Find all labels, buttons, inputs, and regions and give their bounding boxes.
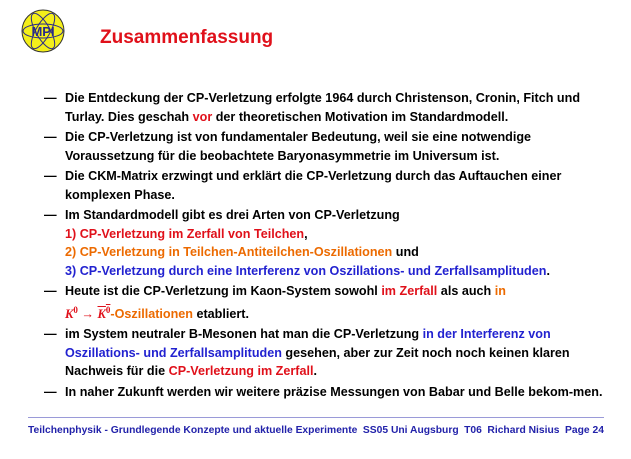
footer-page: Page 24 [565, 425, 604, 436]
bullet-dash: — [44, 130, 57, 144]
highlight-text: vor [192, 109, 213, 124]
footer-author: Richard Nisius [487, 425, 560, 436]
bullet-item [44, 325, 604, 381]
bullet-text: . [313, 364, 317, 378]
page-title: Zusammenfassung [100, 27, 274, 48]
bullet-item [44, 89, 604, 126]
bullet-text: Die Entdeckung der CP-Verletzung erfolgte 1964 durch Christenson, Cronin, Fitch und Turlay. Dies geschah [65, 91, 581, 124]
highlight-text: in der Interferenz von Oszillations- und Zerfallsamplituden [65, 327, 551, 360]
cp-type-2: 2) CP-Verletzung in Teilchen-Antiteilchen-Oszillationen [65, 245, 393, 259]
bullet-text: als auch [437, 284, 495, 298]
bullet-item [44, 167, 604, 204]
bullet-text: im System neutraler B-Mesonen hat man die CP-Verletzung [65, 327, 423, 341]
bullet-dash: — [44, 208, 57, 222]
bullet-text: gesehen, aber zur Zeit noch noch keinen klaren Nachweis für die [65, 345, 570, 378]
bullet-dash: — [44, 169, 57, 183]
mpi-logo [20, 8, 66, 54]
bullet-dash: — [44, 91, 57, 105]
bullet-item [44, 282, 604, 323]
highlight-text: in [494, 284, 506, 298]
bullet-text: etabliert. [192, 306, 249, 321]
arrow-symbol: → [77, 306, 98, 321]
bullet-text: und [392, 245, 419, 259]
highlight-text: im Zerfall [381, 284, 438, 298]
bullet-dash: — [44, 284, 57, 298]
logo-text: MPI [31, 24, 55, 39]
bullet-item [44, 128, 604, 165]
bullet-text: Heute ist die CP-Verletzung im Kaon-System sowohl [65, 284, 382, 298]
footer-term: SS05 Uni Augsburg [362, 425, 459, 436]
bullet-list [44, 89, 604, 403]
bullet-dash: — [44, 384, 57, 399]
bullet-text: der theoretischen Motivation im Standardmodell. [212, 109, 509, 124]
footer-course: Teilchenphysik - Grundlegende Konzepte und aktuelle Experimente [28, 425, 358, 436]
bullet-text: Die CP-Verletzung ist von fundamentaler Bedeutung, weil sie eine notwendige Voraussetzung für die beobachtete Baryonasymmetrie im Universum ist. [65, 130, 532, 163]
bullet-text: , [304, 226, 308, 241]
highlight-text: -Oszillationen [110, 306, 193, 321]
bullet-item [44, 383, 604, 402]
bullet-text: Im Standardmodell gibt es drei Arten von CP-Verletzung [65, 208, 400, 222]
bullet-text: In naher Zukunft werden wir weitere präzise Messungen von Babar und Belle bekom-men. [65, 384, 603, 399]
footer [28, 425, 604, 436]
highlight-text: CP-Verletzung im Zerfall [168, 364, 314, 378]
antikaon-symbol: $K^0$ [97, 304, 111, 321]
kaon-symbol: $K^0$ [65, 304, 78, 321]
footer-code: T06 [464, 425, 482, 436]
footer-divider [28, 417, 604, 418]
bullet-dash: — [44, 327, 57, 341]
cp-type-1: 1) CP-Verletzung im Zerfall von Teilchen [65, 226, 305, 241]
bullet-item [44, 206, 604, 280]
cp-type-3: 3) CP-Verletzung durch eine Interferenz von Oszillations- und Zerfallsamplituden [65, 263, 547, 278]
bullet-text: . [546, 263, 550, 278]
bullet-text: Die CKM-Matrix erzwingt und erklärt die CP-Verletzung durch das Auftauchen einer komplexen Phase. [65, 169, 562, 202]
